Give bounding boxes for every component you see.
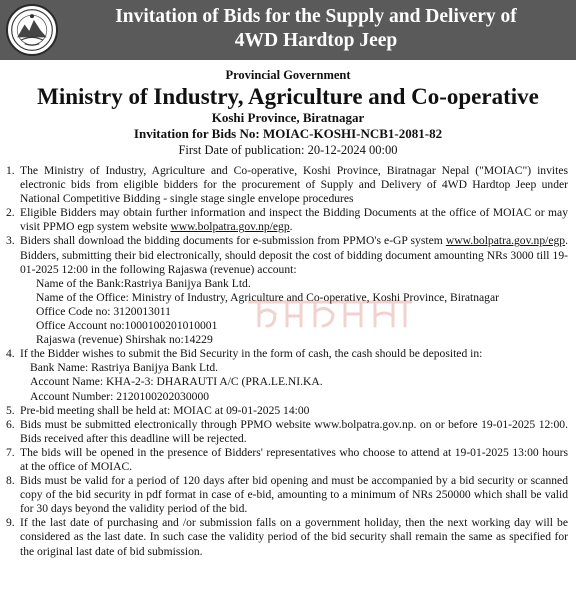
- banner-title: [66, 5, 566, 53]
- clause-text: The bids will be opened in the presence of Bidders' representatives who choose to attend at 19-01-2025 13:00 hours at the office of MOIAC.: [20, 445, 568, 473]
- clause-number: 8.: [6, 474, 15, 488]
- clause-3: [6, 234, 568, 276]
- clause-text: If the Bidder wishes to submit the Bid Security in the form of cash, the cash should be deposited in:: [20, 347, 483, 361]
- publication-date: First Date of publication: 20-12-2024 00:00: [178, 143, 398, 157]
- office-name: Name of the Office: Ministry of Industry, Agriculture and Co-operative, Koshi Province, Biratnagar: [36, 290, 499, 304]
- clause-number: 2.: [6, 206, 15, 220]
- office-account: Office Account no:1000100201010001: [36, 319, 218, 333]
- government-label: Provincial Government: [225, 68, 351, 82]
- clause-number: 3.: [6, 234, 15, 248]
- clause-number: 9.: [6, 516, 15, 530]
- clause-text: Bids must be submitted electronically through PPMO website www.bolpatra.gov.np. on or before 19-01-2025 12:00. Bids received after this deadline will be rejected.: [20, 417, 568, 445]
- bank-name: Bank Name: Rastriya Banijya Bank Ltd.: [30, 361, 219, 375]
- revenue-shirshak: Rajaswa (revenue) Shirshak no:14229: [36, 333, 213, 347]
- clause-text: Bids must be valid for a period of 120 days after bid opening and must be accompanied by a bid security or scanned copy of the bid security in pdf format in case of e-bid, amounting to a minimum of NRs 250000 which shall be valid for 30 days beyond the validity period of the bid.: [20, 474, 568, 516]
- clause-number: 7.: [6, 445, 15, 459]
- clause-text-after: . Bidders, submitting their bid electronically, should deposit the cost of bidding document amounting NRs 3000 till 19-01-2025 12:00 in the following Rajaswa (revenue) account:: [20, 234, 568, 276]
- clause-6: [6, 418, 568, 446]
- clause-5: [6, 404, 568, 418]
- clause-number: 5.: [6, 403, 15, 417]
- clause-9: [6, 516, 568, 558]
- clause-number: 4.: [6, 347, 15, 361]
- clause-8: [6, 474, 568, 516]
- province-label: Koshi Province, Biratnagar: [211, 110, 365, 125]
- cash-deposit-details: [6, 361, 568, 403]
- notice-body: [6, 164, 568, 559]
- clause-text-before: Biders shall download the bidding documents for e-submission from PPMO's e-GP system: [20, 234, 446, 248]
- clause-text: [20, 206, 568, 234]
- banner-title-line1: Invitation of Bids for the Supply and Delivery of: [115, 6, 517, 27]
- clause-text: The Ministry of Industry, Agriculture and Co-operative, Koshi Province, Biratnagar Nepal ("MOIAC") invites electronic bids from eligible bidders for the procurement of Supply and Delivery of 4WD Hardtop Jeep under National Competitive Bidding - single stage single envelope procedures: [20, 164, 568, 206]
- clause-number: 6.: [6, 417, 15, 431]
- clause-2: [6, 206, 568, 234]
- title-banner: [0, 0, 576, 60]
- office-code: Office Code no: 3120013011: [36, 304, 171, 318]
- clause-text: [20, 234, 568, 276]
- clause-text-after: .: [289, 220, 293, 234]
- notice-header: [0, 68, 576, 158]
- clause-7: [6, 446, 568, 474]
- revenue-account-details: [6, 277, 568, 347]
- banner-title-line2: 4WD Hardtop Jeep: [234, 30, 398, 51]
- clause-text: If the last date of purchasing and /or submission falls on a government holiday, then the next working day will be considered as the last date. In such case the validity period of the bid security shall remain the same as specified for the original last date of bid submission.: [20, 516, 568, 558]
- clause-1: [6, 164, 568, 206]
- ministry-title: Ministry of Industry, Agriculture and Co-operative: [37, 84, 539, 109]
- clause-text-before: Eligible Bidders may obtain further information and inspect the Bidding Documents at the office of MOIAC or may visit PPMO egp system website: [20, 206, 568, 234]
- clause-4: [6, 347, 568, 361]
- bank-name: Name of the Bank:Rastriya Banijya Bank Ltd.: [36, 276, 251, 290]
- egp-link[interactable]: www.bolpatra.gov.np/egp: [170, 220, 290, 234]
- account-name: Account Name: KHA-2-3: DHARAUTI A/C (PRA.LE.NI.KA.: [30, 375, 323, 389]
- invitation-number: Invitation for Bids No: MOIAC-KOSHI-NCB1-2081-82: [133, 126, 443, 141]
- egp-link[interactable]: www.bolpatra.gov.np/egp: [445, 234, 566, 248]
- government-emblem-icon: [6, 4, 58, 56]
- clause-number: 1.: [6, 164, 15, 177]
- account-number: Account Number: 2120100202030000: [30, 389, 210, 403]
- clause-text: Pre-bid meeting shall be held at: MOIAC at 09-01-2025 14:00: [20, 403, 310, 417]
